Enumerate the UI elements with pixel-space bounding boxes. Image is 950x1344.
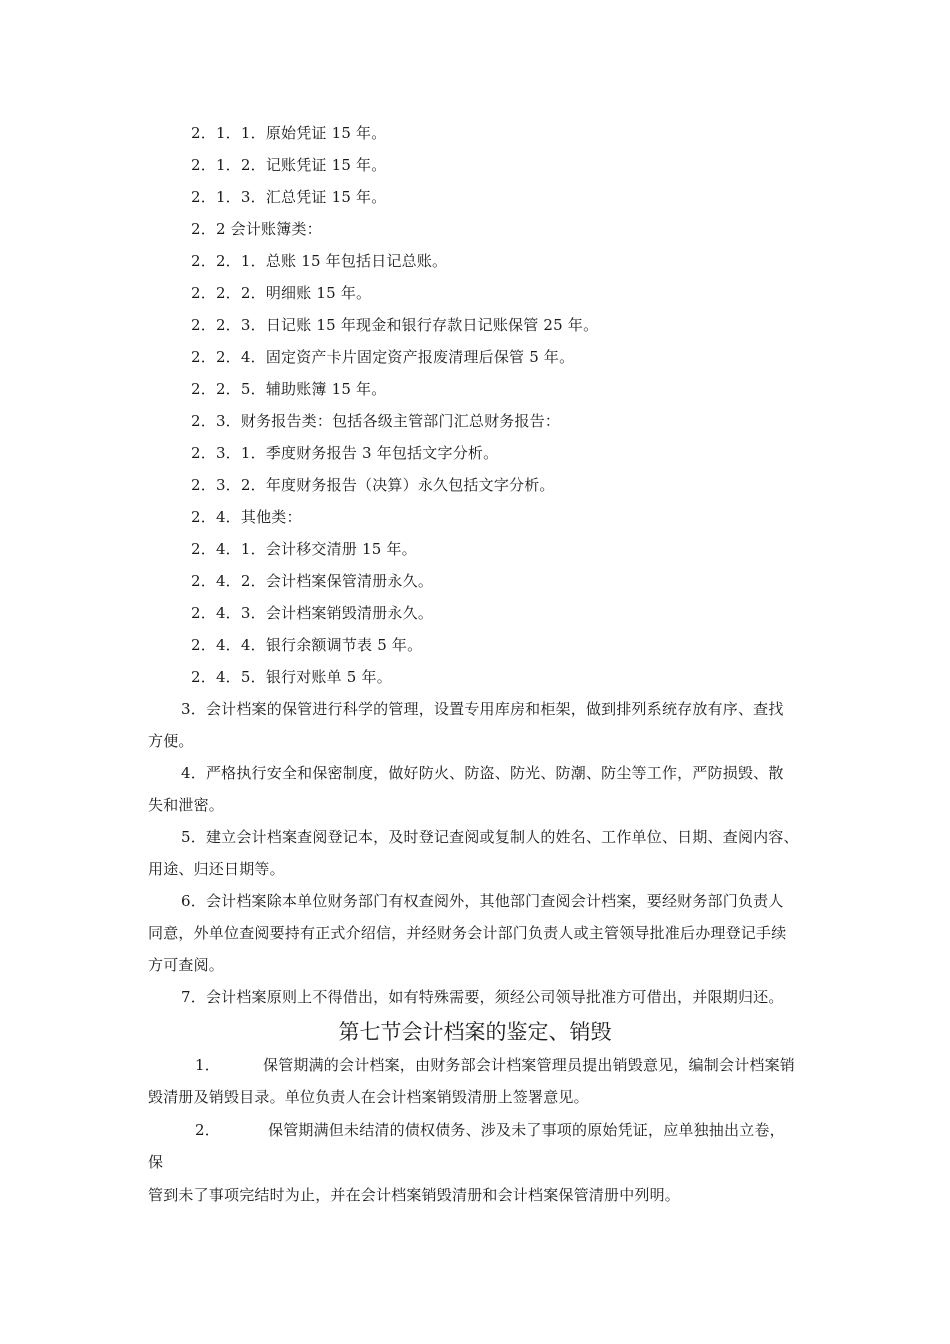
list-item: 2．4．5．银行对账单 5 年。 [191, 668, 392, 686]
list-item: 2．4．3．会计档案销毁清册永久。 [191, 604, 434, 622]
list-item: 2．4．1．会计移交清册 15 年。 [191, 540, 417, 558]
list-item: 2．2 会计账簿类： [191, 220, 322, 238]
list-item: 2．3．1．季度财务报告 3 年包括文字分析。 [191, 444, 499, 462]
list-item: 2．2．4．固定资产卡片固定资产报废清理后保管 5 年。 [191, 348, 575, 366]
paragraph-3-line-1: 3．会计档案的保管进行科学的管理，设置专用库房和柜架，做到排列系统存放有序、查找 [181, 700, 784, 718]
section-item-2-line-3: 管到未了事项完结时为止，并在会计档案销毁清册和会计档案保管清册中列明。 [148, 1186, 681, 1204]
paragraph-5-line-2: 用途、归还日期等。 [148, 860, 285, 878]
list-item: 2．1．2．记账凭证 15 年。 [191, 156, 387, 174]
list-item: 2．4．其他类： [191, 508, 302, 526]
section-title: 第七节会计档案的鉴定、销毁 [338, 1020, 612, 1044]
list-item: 2．2．1．总账 15 年包括日记总账。 [191, 252, 448, 270]
list-item: 2．1．1．原始凭证 15 年。 [191, 124, 387, 142]
section-item-1-line-1: 保管期满的会计档案，由财务部会计档案管理员提出销毁意见，编制会计档案销 [263, 1056, 796, 1074]
list-item: 2．4．2．会计档案保管清册永久。 [191, 572, 434, 590]
paragraph-4-line-1: 4．严格执行安全和保密制度，做好防火、防盗、防光、防潮、防尘等工作，严防损毁、散 [181, 764, 784, 782]
paragraph-6-line-2: 同意，外单位查阅要持有正式介绍信，并经财务会计部门负责人或主管领导批准后办理登记手续 [148, 924, 787, 942]
list-item: 2．2．3．日记账 15 年现金和银行存款日记账保管 25 年。 [191, 316, 599, 334]
list-item: 2．1．3．汇总凭证 15 年。 [191, 188, 387, 206]
section-item-2-number: 2． [195, 1121, 220, 1139]
paragraph-5-line-1: 5．建立会计档案查阅登记本，及时登记查阅或复制人的姓名、工作单位、日期、查阅内容、 [181, 828, 799, 846]
section-item-2-line-2: 保 [148, 1153, 164, 1171]
list-item: 2．2．2．明细账 15 年。 [191, 284, 372, 302]
list-item: 2．3．财务报告类：包括各级主管部门汇总财务报告： [191, 412, 561, 430]
section-item-1-line-2: 毁清册及销毁目录。单位负责人在会计档案销毁清册上签署意见。 [148, 1088, 589, 1106]
paragraph-6-line-3: 方可查阅。 [148, 956, 225, 974]
section-item-1-number: 1． [195, 1056, 220, 1074]
list-item: 2．3．2．年度财务报告（决算）永久包括文字分析。 [191, 476, 555, 494]
paragraph-3-line-2: 方便。 [148, 732, 194, 750]
paragraph-6-line-1: 6．会计档案除本单位财务部门有权查阅外，其他部门查阅会计档案，要经财务部门负责人 [181, 892, 784, 910]
paragraph-4-line-2: 失和泄密。 [148, 796, 225, 814]
list-item: 2．2．5．辅助账簿 15 年。 [191, 380, 387, 398]
list-item: 2．4．4．银行余额调节表 5 年。 [191, 636, 423, 654]
paragraph-7-line-1: 7．会计档案原则上不得借出，如有特殊需要，须经公司领导批准方可借出，并限期归还。 [181, 988, 784, 1006]
section-item-2-line-1: 保管期满但未结清的债权债务、涉及未了事项的原始凭证，应单独抽出立卷， [268, 1121, 785, 1139]
